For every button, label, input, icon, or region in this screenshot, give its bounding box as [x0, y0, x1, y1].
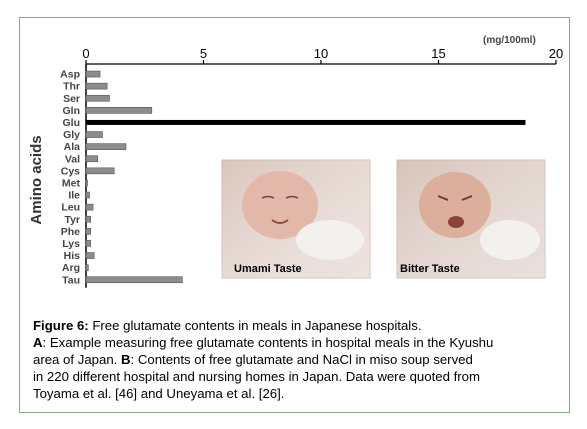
bar-glu [86, 120, 525, 125]
bar-arg [86, 265, 88, 271]
bar-phe [86, 228, 91, 234]
caption-b-label: B [120, 352, 131, 367]
figure-caption [33, 317, 559, 402]
photo-umami-label: Umami Taste [234, 263, 302, 275]
caption-a-text-1: : Example measuring free glutamate contents in hospital meals in the Kyushu [42, 335, 494, 350]
bar-asp [86, 71, 100, 77]
photo-umami [222, 160, 370, 278]
x-tick-label: 5 [199, 46, 208, 61]
x-tick-label: 10 [313, 46, 329, 61]
photo-bitter-label: Bitter Taste [400, 263, 460, 275]
category-label-leu: Leu [61, 201, 80, 214]
category-label-gly: Gly [63, 129, 80, 142]
caption-line-5: Toyama et al. [46] and Uneyama et al. [26]. [33, 386, 285, 401]
bar-lys [86, 240, 91, 246]
category-label-val: Val [64, 153, 80, 166]
category-label-thr: Thr [63, 80, 80, 93]
bar-tau [86, 277, 182, 283]
caption-a-text-2: area of Japan. [33, 352, 121, 367]
bar-thr [86, 83, 107, 89]
photo-bitter [397, 160, 545, 278]
category-label-lys: Lys [62, 237, 80, 250]
category-label-tau: Tau [62, 274, 80, 287]
bar-leu [86, 204, 93, 210]
unit-label: (mg/100ml) [483, 35, 536, 46]
y-axis-label: Amino acids [28, 135, 45, 225]
bar-met [86, 180, 88, 186]
caption-line-4: in 220 different hospital and nursing homes in Japan. Data were quoted from [33, 369, 480, 384]
bar-gly [86, 132, 102, 138]
caption-a-label: A [33, 335, 43, 350]
category-label-ser: Ser [63, 92, 80, 105]
caption-b-text-1: : Contents of free glutamate and NaCl in miso soup served [130, 352, 473, 367]
category-label-met: Met [61, 177, 80, 190]
caption-line-1 [33, 317, 559, 334]
caption-line-2 [33, 334, 559, 351]
figure-title: Free glutamate contents in meals in Japanese hospitals. [88, 318, 422, 333]
bar-ile [86, 192, 90, 198]
bar-ser [86, 95, 110, 101]
bar-val [86, 156, 98, 162]
category-label-cys: Cys [60, 165, 80, 178]
category-label-tyr: Tyr [64, 213, 80, 226]
baby-face-grimace-icon [419, 172, 491, 238]
bar-cys [86, 168, 114, 174]
x-tick-label: 0 [82, 46, 90, 61]
category-label-ala: Ala [63, 141, 80, 154]
figure-label: Figure 6: [33, 318, 89, 333]
bar-gln [86, 107, 152, 113]
category-label-ile: Ile [68, 189, 80, 202]
category-label-his: His [63, 250, 80, 263]
category-label-arg: Arg [61, 262, 80, 275]
x-tick-label: 20 [548, 46, 564, 61]
x-tick-label: 15 [431, 46, 446, 61]
bar-ala [86, 144, 126, 150]
category-label-glu: Glu [62, 116, 80, 129]
caption-line-3 [33, 351, 559, 368]
category-label-gln: Gln [62, 104, 80, 117]
category-label-phe: Phe [60, 225, 80, 238]
bar-tyr [86, 216, 91, 222]
category-label-asp: Asp [60, 68, 80, 81]
bar-his [86, 253, 94, 259]
